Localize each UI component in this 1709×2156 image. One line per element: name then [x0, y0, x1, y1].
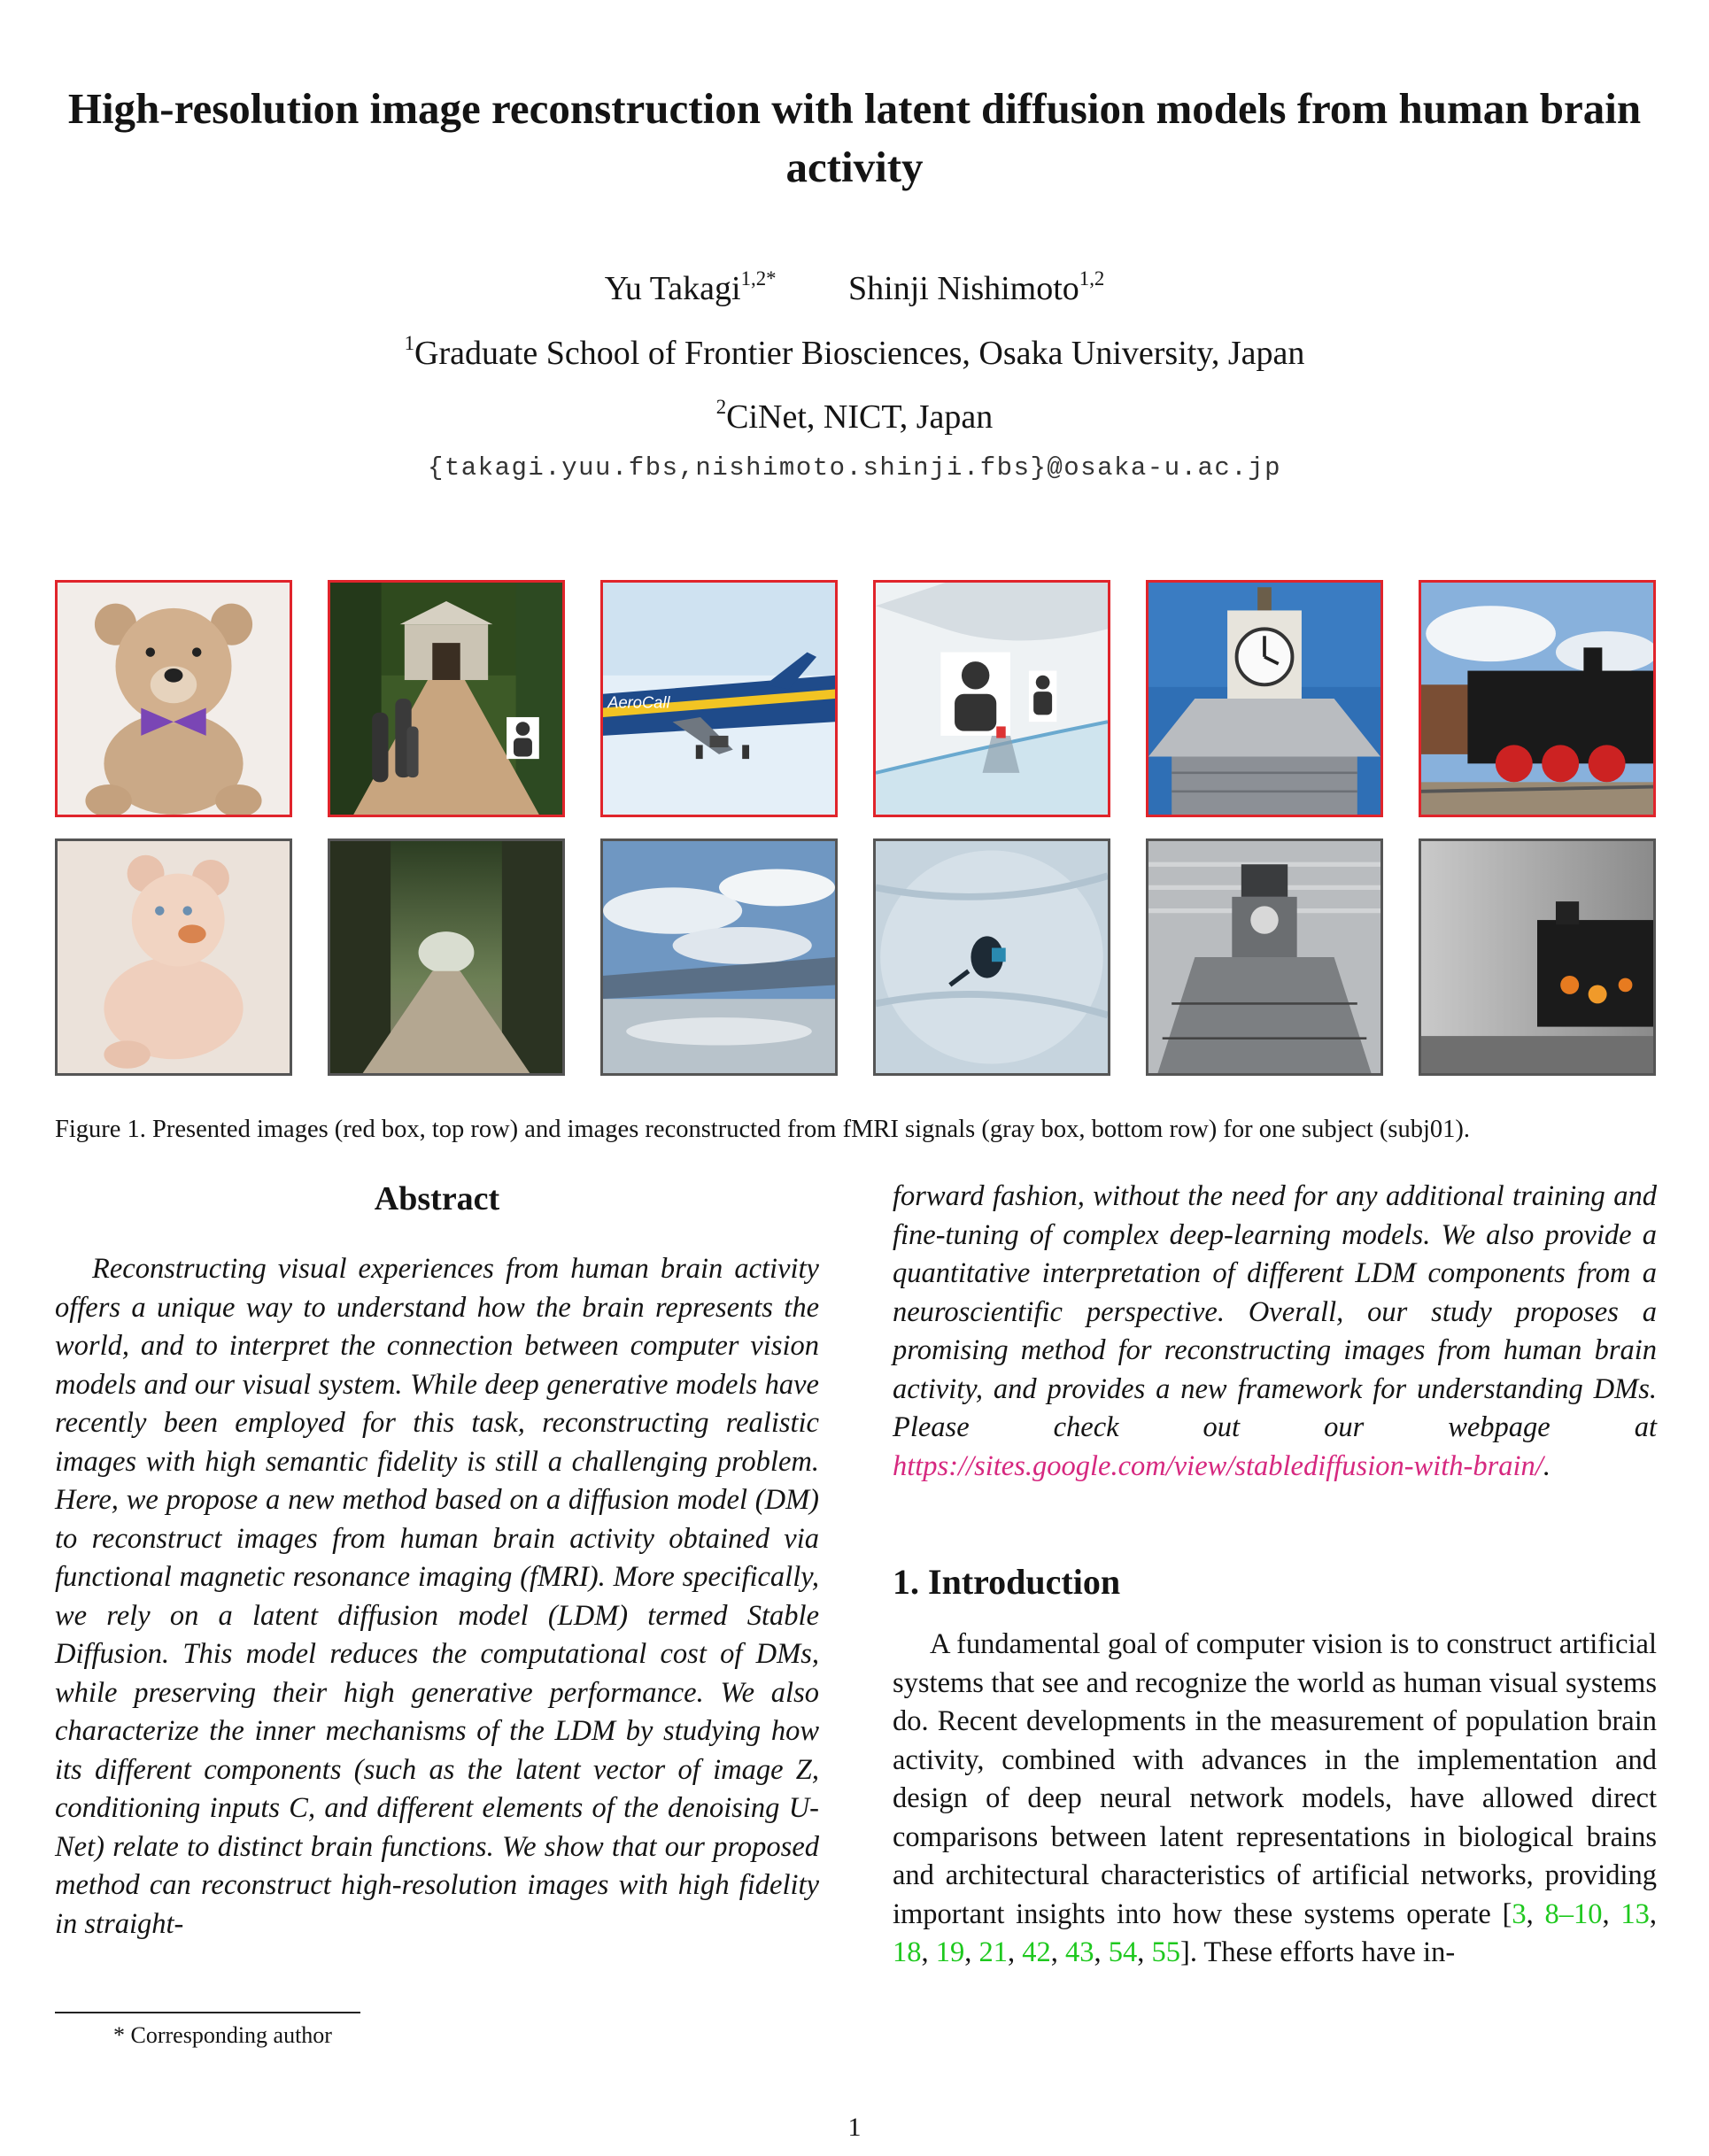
affiliation-osaka: $^1$Graduate School of Frontier Biosciences, Osaka University, Japan	[404, 332, 1305, 372]
presented-airplane	[600, 580, 838, 817]
citation-link[interactable]: 21	[978, 1936, 1008, 1968]
footnote-divider	[55, 2012, 360, 2013]
reconstructed-tree-lined-path	[328, 838, 565, 1076]
project-webpage-link[interactable]: https://sites.google.com/view/stablediffusion-with-brain/	[893, 1449, 1543, 1482]
left-column	[55, 1178, 819, 1943]
introduction-heading: 1. Introduction	[893, 1562, 1121, 1602]
citation-link[interactable]: 3	[1512, 1897, 1527, 1930]
reconstructed-teddy-bear	[55, 838, 292, 1076]
abstract-heading: Abstract	[374, 1180, 500, 1217]
right-column	[893, 1178, 1657, 1973]
figure-caption: Figure 1. Presented images (red box, top row) and images reconstructed from fMRI signals (gray box, bottom row) for one subject (subj01).	[55, 1116, 1471, 1143]
presented-images-row	[55, 580, 1658, 821]
paper-title: High-resolution image reconstruction with latent diffusion models from human brain activity	[67, 84, 1642, 191]
plane-livery-text: AeroCall	[607, 692, 670, 712]
presented-teddy-bear	[55, 580, 292, 817]
citation-link[interactable]: 13	[1620, 1897, 1650, 1930]
citation-link[interactable]: 18	[893, 1936, 922, 1968]
presented-snow-scene	[873, 580, 1110, 817]
citation-link[interactable]: 55	[1151, 1936, 1180, 1968]
abstract-text-left: Reconstructing visual experiences from human brain activity offers a unique way to understand how the brain represents the world, and to interpret the connection between computer vision models and our visual system. While deep generative models have recently been employed for this task, reconstructing realistic images with high semantic fidelity is still a challenging problem. Here, we propose a new method based on a diffusion model (DM) to reconstruct images from human brain activity obtained via functional magnetic resonance imaging (fMRI). More specifically, we rely on a latent diffusion model (LDM) termed Stable Diffusion. This model reduces the computational cost of DMs, while preserving their high generative performance. We also characterize the inner mechanisms of the LDM by studying how its different components (such as the latent vector of image Z, conditioning inputs C, and different elements of the denoising U-Net) relate to distinct brain functions. We show that our proposed method can reconstruct high-resolution images with high fidelity in straight-	[55, 1253, 819, 1940]
citation-link[interactable]: 8–10	[1544, 1897, 1603, 1930]
author-takagi: Yu Takagi$^{1,2*}$	[604, 267, 777, 307]
citation-link[interactable]: 54	[1108, 1936, 1138, 1968]
citation-link[interactable]: 43	[1065, 1936, 1094, 1968]
citation-link[interactable]: 19	[935, 1936, 965, 1968]
introduction-text: A fundamental goal of computer vision is to construct artificial systems that see and recognize the world as human visual systems do. Recent developments in the measurement of population brain activity, combined with advances in the implementation and design of deep neural network models, have allowed direct comparisons between latent representations in biological brains and architectural characteristics of artificial networks, providing important insights into how these systems operate [3, 8–10, 13, 18, 19, 21, 42, 43, 54, 55]. These efforts have in-	[893, 1628, 1658, 1968]
affiliation-cinet: $^2$CiNet, NICT, Japan	[715, 396, 994, 436]
page-number: 1	[847, 2113, 862, 2142]
reconstructed-images-row	[55, 838, 1658, 1079]
abstract-text-right: forward fashion, without the need for any additional training and fine-tuning of complex deep-learning models. We also provide a quantitative interpretation of different LDM components from a neuroscientific perspective. Overall, our study proposes a promising method for reconstructing images from human brain activity, and provides a new framework for understanding DMs. Please check out our webpage at https://sites.google.com/view/stablediffusion-with-brain/.	[893, 1180, 1657, 1482]
reconstructed-sky-clouds	[600, 838, 838, 1076]
reconstructed-tower	[1146, 838, 1383, 1076]
author-list	[0, 267, 1709, 310]
reconstructed-locomotive	[1419, 838, 1656, 1076]
footnote-corresponding-author: * Corresponding author	[113, 2022, 332, 2048]
presented-clock-tower	[1146, 580, 1383, 817]
presented-garden-path	[328, 580, 565, 817]
citation-link[interactable]: 42	[1022, 1936, 1051, 1968]
author-nishimoto: Shinji Nishimoto$^{1,2}$	[848, 267, 1105, 307]
reconstructed-snow-figure	[873, 838, 1110, 1076]
author-email: {takagi.yuu.fbs,nishimoto.shinji.fbs}@osaka-u.ac.jp	[427, 453, 1282, 483]
presented-steam-locomotive	[1419, 580, 1656, 817]
